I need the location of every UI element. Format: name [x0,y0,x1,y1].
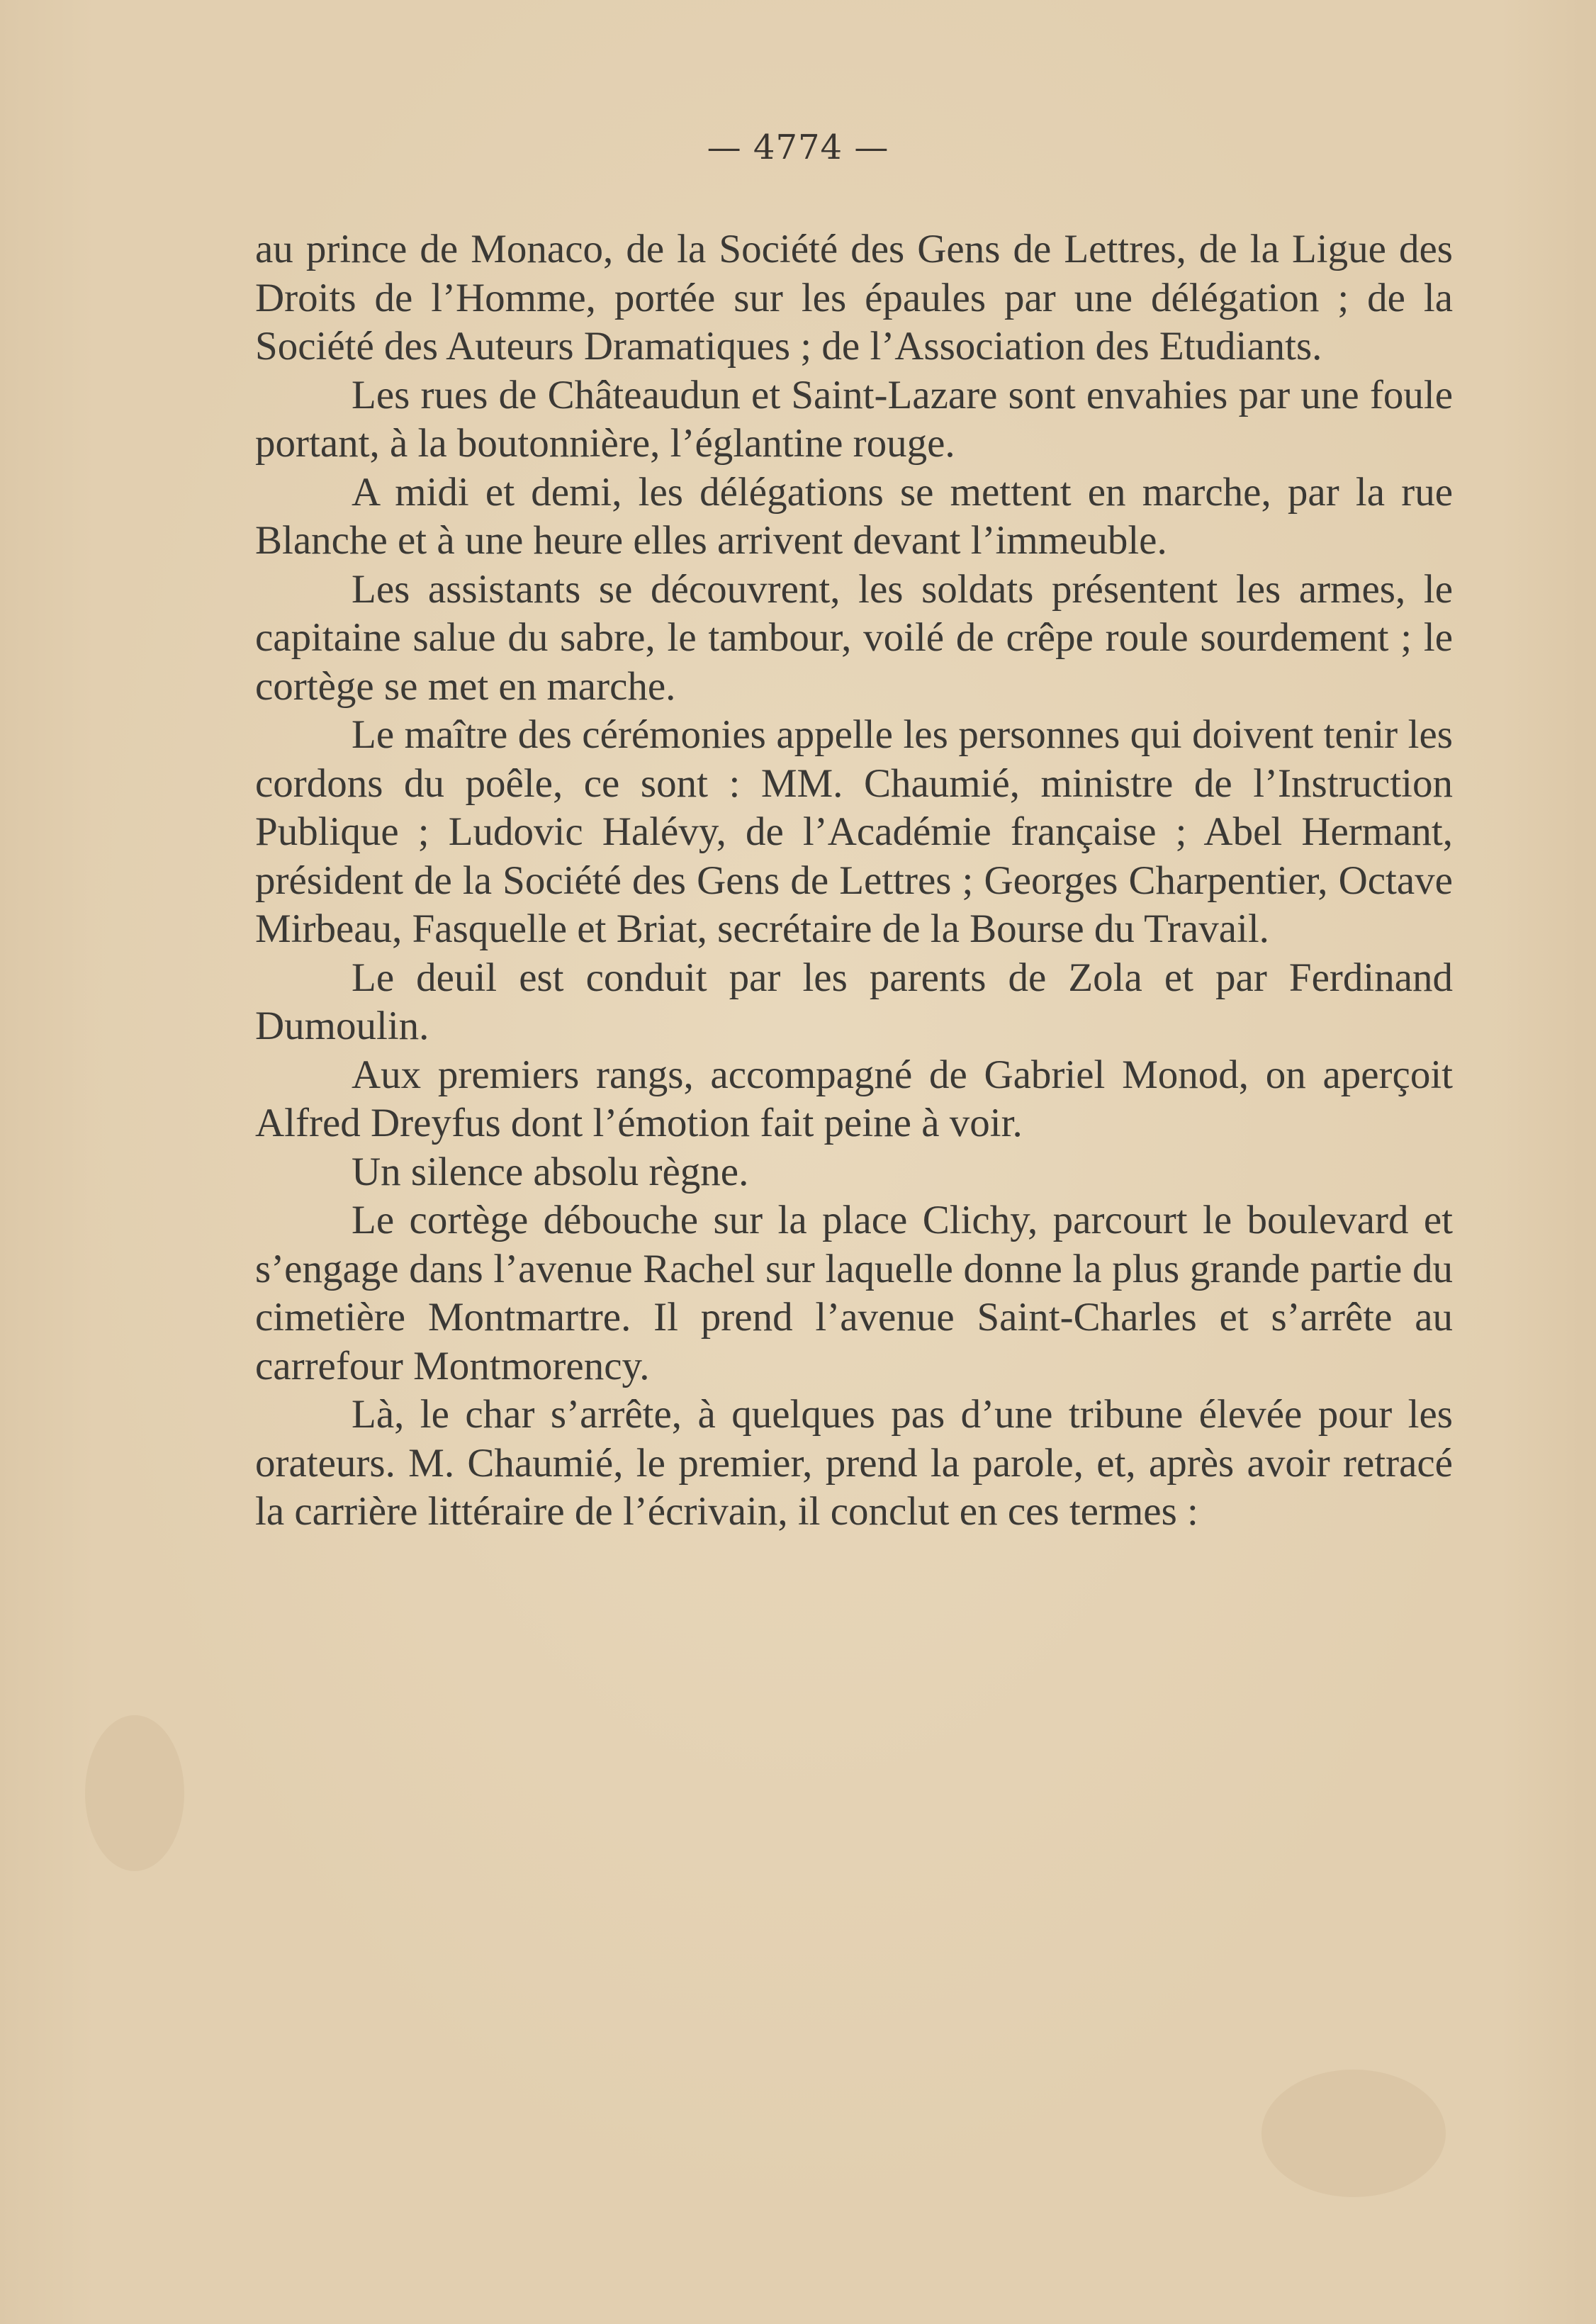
paragraph: Le cortège débouche sur la place Clichy, parcourt le boulevard et s’engage dans l’avenue Rachel sur laquelle donne la plus grande partie du cimetière Montmartre. Il prend l’avenue Saint-Charles et s’arrête au carrefour Montmorency. [255,1198,1453,1388]
paper-stain [85,1715,184,1871]
paragraph: Aux premiers rangs, accompagné de Gabriel Monod, on aperçoit Alfred Dreyfus dont l’émotion fait peine à voir. [255,1052,1453,1145]
body-text [255,225,1453,1537]
paragraph: Les rues de Châteaudun et Saint-Lazare sont envahies par une foule portant, à la boutonnière, l’églantine rouge. [255,372,1453,466]
paragraph: Le maître des cérémonies appelle les personnes qui doivent tenir les cordons du poêle, ce sont : MM. Chaumié, ministre de l’Instruction Publique ; Ludovic Halévy, de l’Académie française ; Abel Hermant, président de la Société des Gens de Lettres ; Georges Charpentier, Octave Mirbeau, Fasquelle et Briat, secrétaire de la Bourse du Travail. [255,712,1453,951]
paragraph: Le deuil est conduit par les parents de Zola et par Ferdinand Dumoulin. [255,955,1453,1048]
paragraph: Un silence absolu règne. [352,1149,749,1194]
page-number: — 4774 — [707,128,889,167]
paragraph: Les assistants se découvrent, les soldats présentent les armes, le capitaine salue du sabre, le tambour, voilé de crêpe roule sourdement ; le cortège se met en marche. [255,566,1453,709]
paragraph-continuation: au prince de Monaco, de la Société des Gens de Lettres, de la Ligue des Droits de l’Homme, portée sur les épaules par une délégation ; de la Société des Auteurs Dramatiques ; de l’Association des Etudiants. [255,227,1453,369]
paragraph: Là, le char s’arrête, à quelques pas d’une tribune élevée pour les orateurs. M. Chaumié, le premier, prend la parole, et, après avoir retracé la carrière littéraire de l’écrivain, il conclut en ces termes : [255,1392,1453,1534]
paragraph: A midi et demi, les délégations se mettent en marche, par la rue Blanche et à une heure elles arrivent devant l’immeuble. [255,469,1453,563]
paper-stain [1261,2070,1446,2197]
